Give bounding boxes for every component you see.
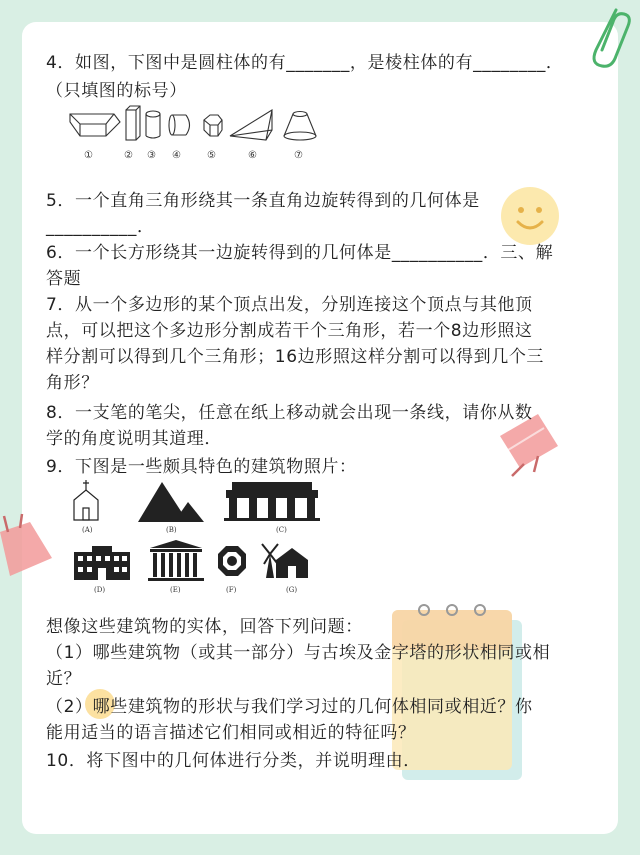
smiley-icon bbox=[500, 186, 560, 246]
pyramids-icon bbox=[138, 482, 204, 522]
question-9-intro: 想像这些建筑物的实体，回答下列问题： bbox=[46, 617, 363, 637]
question-7-line: 点，可以把这个多边形分割成若干个三角形，若一个8边形照这 bbox=[46, 321, 533, 341]
question-6-cont: 答题 bbox=[46, 269, 82, 289]
question-6-line: 6．一个长方形绕其一边旋转得到的几何体是__________．三、解 bbox=[46, 243, 554, 263]
archway-icon bbox=[224, 482, 320, 521]
frustum-prism-icon bbox=[70, 114, 120, 136]
question-9-line: 9．下图是一些颇具特色的建筑物照片： bbox=[46, 457, 357, 477]
solid-label: ③ bbox=[147, 150, 156, 161]
question-9-part2: （2）哪些建筑物的形状与我们学习过的几何体相同或相近？你 bbox=[46, 697, 533, 717]
question-7-line: 样分割可以得到几个三角形；16边形照这样分割可以得到几个三 bbox=[46, 347, 545, 367]
hexagonal-prism-icon bbox=[204, 115, 222, 136]
question-8-line: 学的角度说明其道理． bbox=[46, 429, 222, 449]
solid-label: ⑤ bbox=[207, 150, 216, 161]
question-9-part2: 能用适当的语言描述它们相同或相近的特征吗？ bbox=[46, 723, 416, 743]
solid-label: ① bbox=[84, 150, 93, 161]
question-4-note: （只填图的标号） bbox=[46, 81, 187, 101]
solids-figure bbox=[66, 104, 326, 164]
question-4-line: 4．如图，下图中是圆柱体的有_______，是棱柱体的有________． bbox=[46, 53, 564, 73]
solid-label: ② bbox=[124, 150, 133, 161]
question-7-line: 角形？ bbox=[46, 373, 99, 393]
building-label: (B) bbox=[166, 526, 177, 534]
question-10-line: 10．将下图中的几何体进行分类，并说明理由． bbox=[46, 751, 421, 771]
building-label: (E) bbox=[170, 586, 181, 594]
building-label: (D) bbox=[94, 586, 106, 594]
solid-label: ④ bbox=[172, 150, 181, 161]
paperclip-icon bbox=[586, 6, 632, 72]
question-8-line: 8．一支笔的笔尖，任意在纸上移动就会出现一条线，请你从数 bbox=[46, 403, 533, 423]
windmill-barn-icon bbox=[262, 544, 308, 578]
cylinder-icon bbox=[146, 111, 160, 138]
octagon-building-icon bbox=[218, 546, 246, 576]
question-9-part1: （1）哪些建筑物（或其一部分）与古埃及金字塔的形状相同或相 bbox=[46, 643, 551, 663]
building-label: (F) bbox=[226, 586, 237, 594]
question-5-line: 5．一个直角三角形绕其一条直角边旋转得到的几何体是 bbox=[46, 191, 480, 211]
solid-label: ⑥ bbox=[248, 150, 257, 161]
office-building-icon bbox=[74, 546, 130, 580]
church-icon bbox=[74, 480, 98, 520]
building-label: (A) bbox=[82, 526, 93, 534]
lying-cylinder-icon bbox=[169, 115, 190, 135]
question-9-part1: 近？ bbox=[46, 669, 82, 689]
building-label: (G) bbox=[286, 586, 298, 594]
triangular-prism-icon bbox=[230, 110, 272, 140]
temple-columns-icon bbox=[148, 540, 204, 581]
solid-label: ⑦ bbox=[294, 150, 303, 161]
cone-frustum-icon bbox=[284, 112, 316, 141]
building-label: (C) bbox=[276, 526, 287, 534]
question-7-line: 7．从一个多边形的某个顶点出发，分别连接这个顶点与其他顶 bbox=[46, 295, 533, 315]
binder-clip-icon bbox=[0, 512, 56, 582]
tall-prism-icon bbox=[126, 106, 140, 140]
buildings-figure bbox=[66, 476, 336, 604]
question-5-blank: __________． bbox=[46, 217, 155, 237]
